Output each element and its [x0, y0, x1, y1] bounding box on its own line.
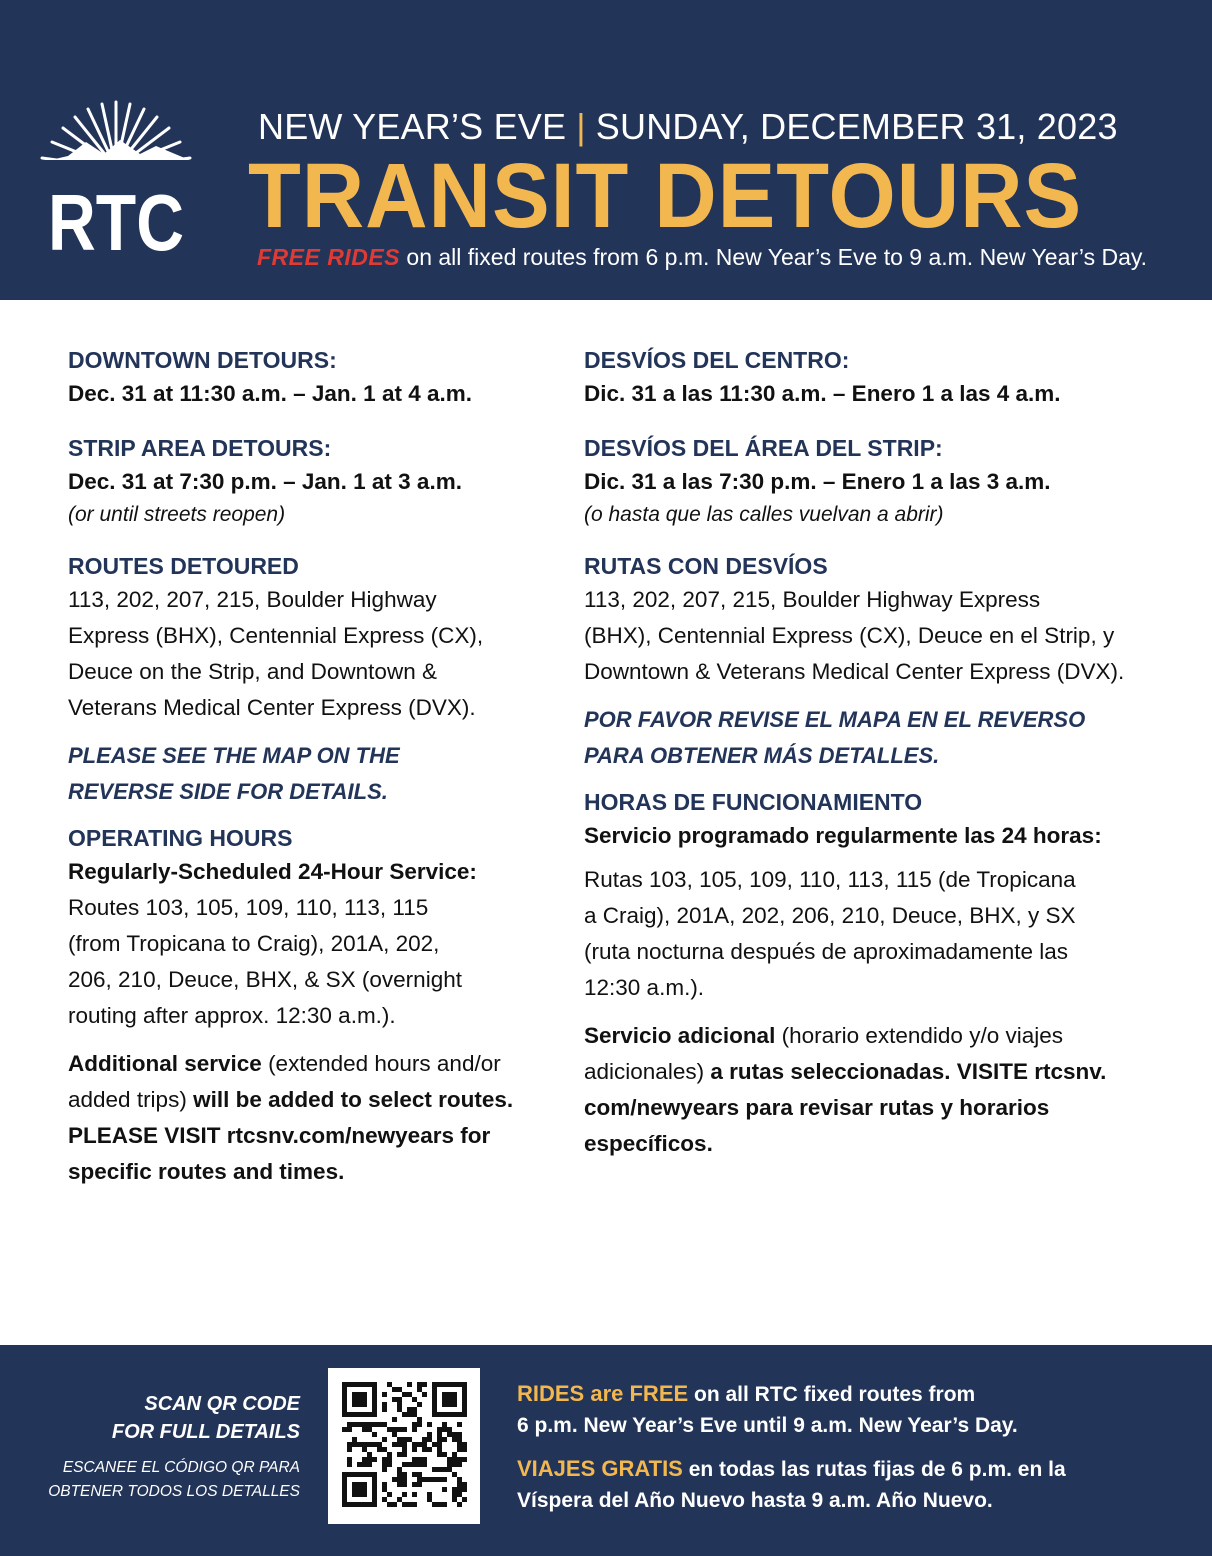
additional-bold: Additional service	[68, 1051, 262, 1076]
footer-free-rides	[517, 1378, 1187, 1516]
additional-bold: Servicio adicional	[584, 1023, 776, 1048]
viajes-gratis-es-line2: Víspera del Año Nuevo hasta 9 a.m. Año Nuevo.	[517, 1489, 993, 1512]
hours-line-es: (ruta nocturna después de aproximadamente las	[584, 939, 1069, 964]
routes-line-es: 113, 202, 207, 215, Boulder Highway Express	[584, 587, 1041, 612]
header-banner	[0, 0, 1212, 300]
hours-line-es: Rutas 103, 105, 109, 110, 113, 115 (de Tropicana	[584, 867, 1076, 892]
hours-line: 206, 210, Deuce, BHX, & SX (overnight	[68, 967, 462, 992]
scan-instructions	[48, 1390, 300, 1504]
additional-normal: (extended hours and/or	[261, 1051, 501, 1076]
hours-line-es: a Craig), 201A, 202, 206, 210, Deuce, BHX, y SX	[584, 903, 1076, 928]
viajes-gratis-label: VIAJES GRATIS	[517, 1456, 683, 1481]
strip-heading-es: DESVÍOS DEL ÁREA DEL STRIP:	[584, 435, 943, 461]
map-callout-line-es: POR FAVOR REVISE EL MAPA EN EL REVERSO	[584, 707, 1086, 732]
downtown-time: Dec. 31 at 11:30 a.m. – Jan. 1 at 4 a.m.	[68, 381, 472, 406]
additional-bold: a rutas seleccionadas. VISITE rtcsnv.	[704, 1059, 1107, 1084]
additional-bold: will be added to select routes.	[186, 1087, 514, 1112]
rides-free-text: on all RTC fixed routes from	[688, 1383, 976, 1406]
additional-service-line-es	[584, 1054, 1184, 1090]
rtc-logo	[28, 98, 204, 263]
additional-service-line	[68, 1082, 568, 1118]
hours-subheading: Regularly-Scheduled 24-Hour Service:	[68, 859, 477, 884]
additional-service-line: PLEASE VISIT rtcsnv.com/newyears for	[68, 1123, 491, 1148]
escanee-line: OBTENER TODOS LOS DETALLES	[48, 1483, 300, 1500]
additional-service-line-es: com/newyears para revisar rutas y horarios	[584, 1095, 1050, 1120]
routes-line: Deuce on the Strip, and Downtown &	[68, 659, 437, 684]
additional-normal: added trips)	[68, 1087, 187, 1112]
viajes-gratis-text: en todas las rutas fijas de 6 p.m. en la	[682, 1458, 1066, 1481]
routes-line: Express (BHX), Centennial Express (CX),	[68, 623, 484, 648]
hours-line: routing after approx. 12:30 a.m.).	[68, 1003, 396, 1028]
additional-service-line	[68, 1046, 568, 1082]
additional-service-line-es: específicos.	[584, 1131, 713, 1156]
routes-heading-es: RUTAS CON DESVÍOS	[584, 553, 828, 579]
spanish-column	[584, 344, 1184, 1162]
strip-time-es: Dic. 31 a las 7:30 p.m. – Enero 1 a las 3 a.m.	[584, 469, 1051, 494]
map-callout-line: PLEASE SEE THE MAP ON THE	[68, 743, 400, 768]
strip-note-es: (o hasta que las calles vuelvan a abrir)	[584, 503, 944, 526]
hours-line: (from Tropicana to Craig), 201A, 202,	[68, 931, 440, 956]
additional-normal: adicionales)	[584, 1059, 705, 1084]
qr-code-icon[interactable]	[328, 1368, 480, 1524]
additional-service-line-es	[584, 1018, 1184, 1054]
page-title: TRANSIT DETOURS	[248, 145, 1083, 247]
downtown-heading-es: DESVÍOS DEL CENTRO:	[584, 347, 850, 373]
event-name: NEW YEAR’S EVE	[258, 106, 567, 147]
event-date-line	[258, 106, 1118, 148]
hours-line-es: 12:30 a.m.).	[584, 975, 705, 1000]
free-rides-line	[257, 244, 1147, 271]
logo-text: RTC	[48, 178, 184, 263]
strip-note: (or until streets reopen)	[68, 503, 286, 526]
free-rides-text: on all fixed routes from 6 p.m. New Year’s Eve to 9 a.m. New Year’s Day.	[400, 244, 1148, 270]
routes-line: Veterans Medical Center Express (DVX).	[68, 695, 476, 720]
english-column	[68, 344, 568, 1190]
rides-free-en	[517, 1378, 1187, 1410]
map-callout-line: REVERSE SIDE FOR DETAILS.	[68, 779, 388, 804]
scan-line: SCAN QR CODE	[144, 1393, 300, 1415]
event-date: SUNDAY, DECEMBER 31, 2023	[595, 106, 1118, 147]
routes-line-es: Downtown & Veterans Medical Center Express (DVX).	[584, 659, 1125, 684]
free-rides-label: FREE RIDES	[257, 244, 401, 270]
viajes-gratis-es	[517, 1453, 1187, 1485]
additional-normal: (horario extendido y/o viajes	[775, 1023, 1063, 1048]
routes-line-es: (BHX), Centennial Express (CX), Deuce en el Strip, y	[584, 623, 1115, 648]
hours-heading: OPERATING HOURS	[68, 825, 293, 851]
downtown-heading: DOWNTOWN DETOURS:	[68, 347, 337, 373]
scan-line: FOR FULL DETAILS	[111, 1421, 300, 1443]
routes-line: 113, 202, 207, 215, Boulder Highway	[68, 587, 437, 612]
additional-service-line: specific routes and times.	[68, 1159, 345, 1184]
hours-line: Routes 103, 105, 109, 110, 113, 115	[68, 895, 429, 920]
rides-free-label: RIDES are FREE	[517, 1381, 689, 1406]
strip-time: Dec. 31 at 7:30 p.m. – Jan. 1 at 3 a.m.	[68, 469, 462, 494]
map-callout-line-es: PARA OBTENER MÁS DETALLES.	[584, 743, 940, 768]
hours-subheading-es: Servicio programado regularmente las 24 horas:	[584, 823, 1102, 848]
strip-heading: STRIP AREA DETOURS:	[68, 435, 332, 461]
escanee-line: ESCANEE EL CÓDIGO QR PARA	[62, 1459, 300, 1476]
separator: |	[576, 106, 586, 147]
routes-heading: ROUTES DETOURED	[68, 553, 299, 579]
hours-heading-es: HORAS DE FUNCIONAMIENTO	[584, 789, 923, 815]
downtown-time-es: Dic. 31 a las 11:30 a.m. – Enero 1 a las 4 a.m.	[584, 381, 1061, 406]
rides-free-en-line2: 6 p.m. New Year’s Eve until 9 a.m. New Year’s Day.	[517, 1414, 1018, 1437]
